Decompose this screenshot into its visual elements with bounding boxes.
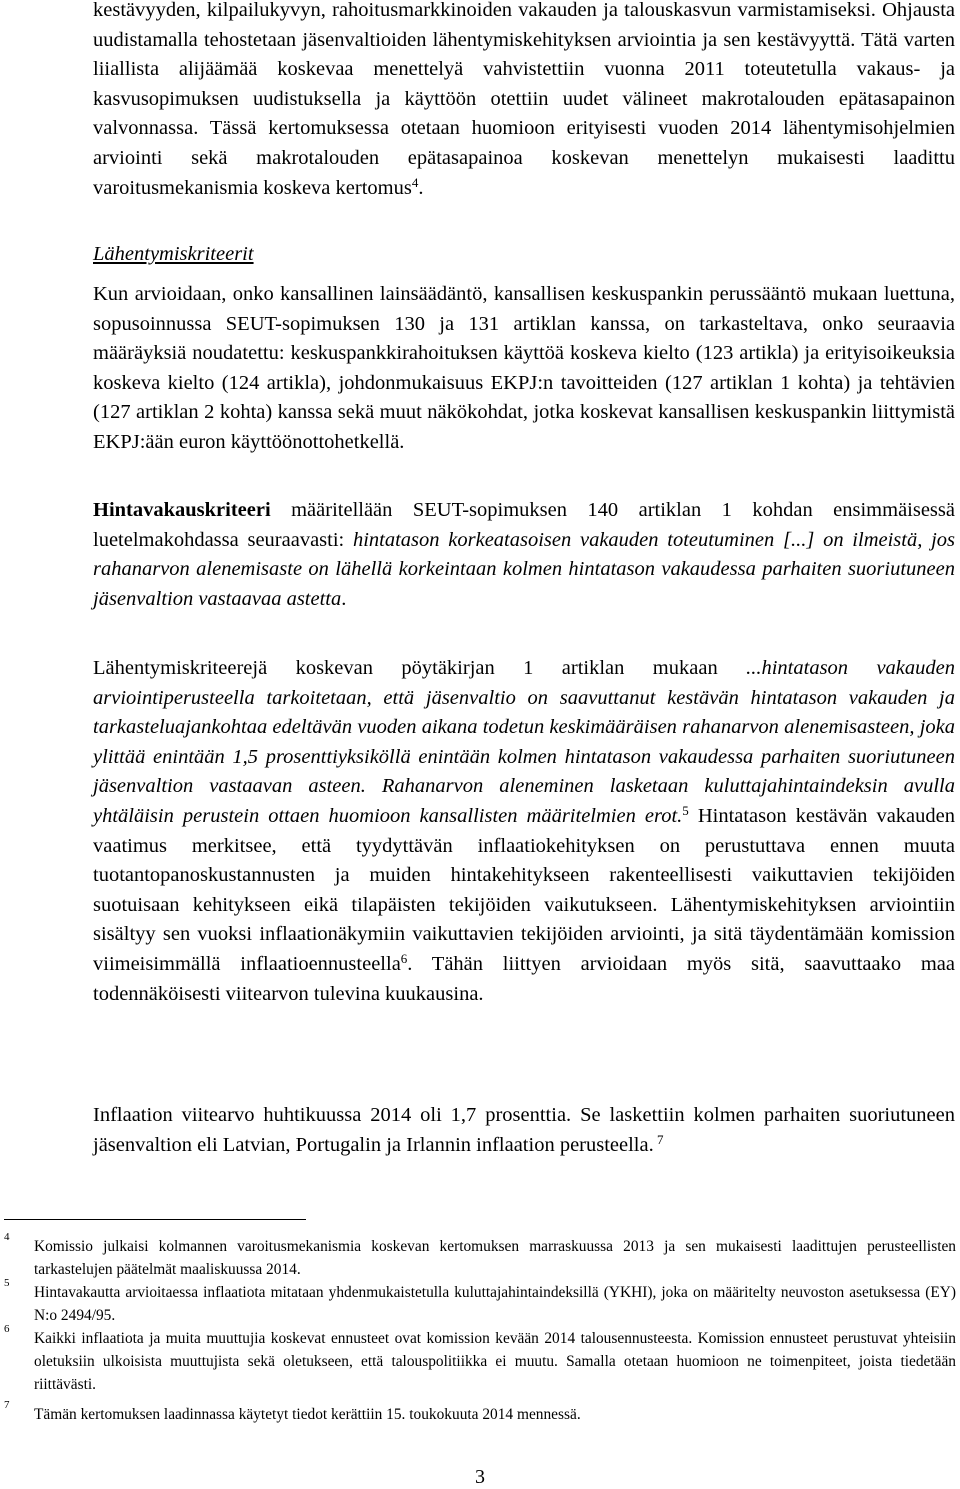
paragraph-price-stability (93, 496, 955, 614)
paragraph-price-stability-end: . (341, 587, 347, 610)
footnote-4 (4, 1231, 956, 1282)
paragraph-reference-value-text: Inflaation viitearvo huhtikuussa 2014 oli 1,7 prosenttia. Se laskettiin kolmen parhaiten suoriutuneen jäsenvaltion eli Latvian, Portugalin ja Irlannin inflaation perusteella. (93, 1104, 955, 1156)
footnote-text: Hintavakautta arvioitaessa inflaatiota mitataan yhdenmukaistetulla kuluttajahintaindeksillä (YKHI), joka on määritelty neuvoston asetuksessa (EY) N:o 2494/95. (34, 1284, 956, 1324)
term-price-stability: Hintavakauskriteeri (93, 499, 271, 521)
paragraph-legal-convergence: Kun arvioidaan, onko kansallinen lainsäädäntö, kansallisen keskuspankin perussääntö mukaan luettuna, sopusoinnussa SEUT-sopimuksen 130 ja 131 artiklan kanssa, on tarkasteltava, onko seuraavia määräyksiä noudatettu: keskuspankkirahoituksen käyttöä koskeva kielto (123 artikla) ja erityisoikeuksia koskeva kielto (124 artikla), johdonmukaisuus EKPJ:n tavoitteiden (127 artiklan 1 kohta) ja tehtävien (127 artiklan 2 kohta) kanssa sekä muut näkökohdat, jotka koskevat kansallisen keskuspankin liittymistä EKPJ:ään euron käyttöönottohetkellä. (93, 283, 955, 453)
section-heading: Lähentymiskriteerit (93, 243, 254, 265)
footnote-ref-5[interactable]: 5 (682, 802, 689, 818)
page-number: 3 (475, 1466, 485, 1488)
footnote-number: 4 (4, 1231, 10, 1243)
paragraph-intro-end: . (418, 176, 424, 199)
paragraph-protocol (93, 654, 955, 1009)
footnote-6 (4, 1323, 956, 1396)
paragraph-reference-value (93, 1101, 955, 1160)
footnote-number: 6 (4, 1323, 10, 1335)
footnote-ref-7[interactable]: 7 (653, 1131, 664, 1147)
protocol-quote: ...hintatason vakauden arviointiperusteella tarkoitetaan, että jäsenvaltio on saavuttanut kestävän hintatason vakauden ja tarkasteluajankohtaa edeltävän vuoden aikana todetun keskimääräisen rahanarvon alenemisasteen, joka ylittää enintään 1,5 prosenttiyksiköllä enintään kolmen hintatason vakaudessa parhaiten suoriutuneen jäsenvaltion vastaavan asteen. Rahanarvon aleneminen lasketaan kuluttajahintaindeksin avulla yhtäläisin perustein ottaen huomioon kansallisten määritelmien erot. (93, 657, 955, 827)
footnote-7 (4, 1399, 956, 1427)
footnote-text: Tämän kertomuksen laadinnassa käytetyt tiedot kerättiin 15. toukokuuta 2014 mennessä. (34, 1406, 581, 1423)
footnote-ref-4[interactable]: 4 (411, 174, 419, 190)
paragraph-protocol-intro: Lähentymiskriteerejä koskevan pöytäkirjan 1 artiklan mukaan (93, 657, 747, 679)
treaty-quote: hintatason korkeatasoisen vakauden toteutuminen [...] on ilmeistä, jos rahanarvon alenemisaste on lähellä korkeintaan kolmen hintatason vakaudessa parhaiten suoriutuneen jäsenvaltion vastaavaa astetta (93, 528, 955, 610)
paragraph-intro-text: kestävyyden, kilpailukyvyn, rahoitusmarkkinoiden vakauden ja talouskasvun varmistamiseksi. Ohjausta uudistamalla tehostetaan jäsenvaltioiden lähentymiskehityksen arviointia ja sen kestävyyttä. Tätä varten liiallista alijäämää koskevaa menettelyä vahvistettiin vuonna 2011 toteutetulla vakaus- ja kasvusopimuksen uudistuksella ja käyttöön otettiin uudet välineet makrotalouden epätasapainon valvonnassa. Tässä kertomuksessa otetaan huomioon erityisesti vuoden 2014 lähentymisohjelmien arviointi sekä makrotalouden epätasapainoa koskevan menettelyn mukaisesti laadittu varoitusmekanismia koskeva kertomus (93, 0, 955, 199)
footnote-number: 7 (4, 1399, 10, 1411)
footnote-text: Komissio julkaisi kolmannen varoitusmekanismia koskevan kertomuksen marraskuussa 2013 ja sen mukaisesti laadittujen perusteellisten tarkastelujen päätelmät maaliskuussa 2014. (34, 1238, 956, 1278)
paragraph-protocol-end: . Tähän liittyen arvioidaan myös sitä, saavuttaako maa todennäköisesti viitearvon tulevina kuukausina. (93, 952, 955, 1005)
footnote-5 (4, 1277, 956, 1328)
paragraph-protocol-text: Hintatason kestävän vakauden vaatimus merkitsee, että tyydyttävän inflaatiokehityksen on perustuttava ennen muuta tuotantopanoskustannusten ja muiden hintakehitykseen rakenteellisesti vaikuttavien tekijöiden suotuisaan kehitykseen eikä tilapäisten tekijöiden vaikutukseen. Lähentymiskehityksen arviointiin sisältyy sen vuoksi inflaationäkymiin vaikuttavien tekijöiden arviointi, ja sitä täydentämään komission viimeisimmällä inflaatioennusteella (93, 804, 955, 975)
footnote-number: 5 (4, 1277, 10, 1289)
footnote-separator (4, 1219, 306, 1220)
footnote-ref-6[interactable]: 6 (400, 950, 408, 966)
footnote-text: Kaikki inflaatiota ja muita muuttujia koskevat ennusteet ovat komission kevään 2014 talousennusteesta. Komission ennusteet perustuvat yhteisiin oletuksiin ulkoisista muuttujista sekä oletukseen, että talouspolitiikka ei muutu. Samalla otetaan huomioon ne toimenpiteet, joista tiedetään riittävästi. (34, 1330, 956, 1393)
paragraph-intro (93, 0, 955, 203)
paragraph-price-stability-text: määritellään SEUT-sopimuksen 140 artiklan 1 kohdan ensimmäisessä luetelmakohdassa seuraavasti: (93, 499, 955, 551)
